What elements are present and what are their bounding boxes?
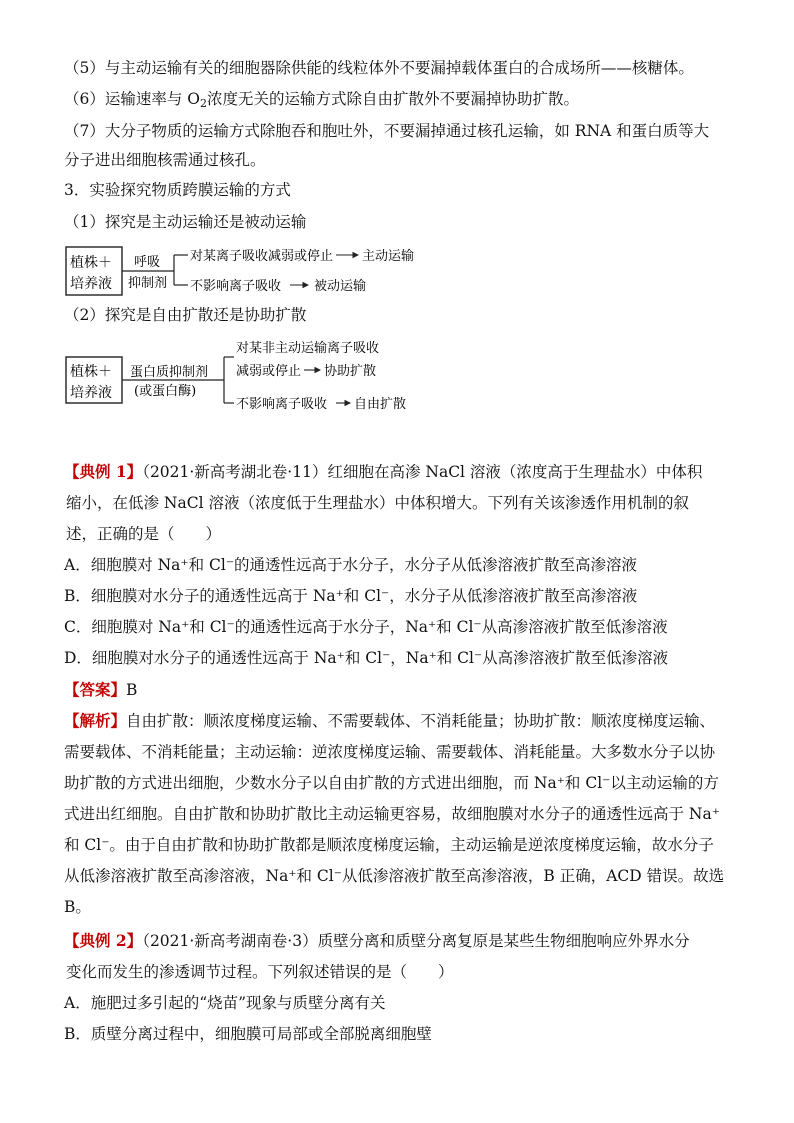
diagram1-box-line1: 植株＋ (70, 255, 112, 271)
diagram-active-vs-passive (62, 243, 442, 299)
analysis-line1 (64, 711, 715, 731)
diagram1-box-line2: 培养液 (70, 276, 112, 292)
diagram2-arrow-bottom-label: (或蛋白酶) (134, 384, 197, 399)
example2-stem-line1 (64, 931, 690, 951)
section-3-heading: 3．实验探究物质跨膜运输的方式 (64, 181, 291, 199)
example1-stem-line2: 缩小，在低渗 NaCl 溶液（浓度低于生理盐水）中体积增大。下列有关该渗透作用机制的叙 (66, 494, 689, 512)
diagram-free-vs-facilitated (62, 335, 422, 417)
analysis-line2: 需要载体、不消耗能量；主动运输：逆浓度梯度运输、需要载体、消耗能量。大多数水分子以协 (64, 743, 716, 761)
note-7-line1: （7）大分子物质的运输方式除胞吞和胞吐外，不要漏掉通过核孔运输，如 RNA 和蛋白质等大 (64, 122, 710, 140)
example1-option-c: C．细胞膜对 Na⁺和 Cl⁻的通透性远高于水分子，Na⁺和 Cl⁻从高渗溶液扩散至低渗溶液 (64, 618, 668, 636)
diagram2-branch-top-line1: 对某非主动运输离子吸收 (236, 341, 380, 356)
answer-tag: 【答案】 (64, 680, 127, 699)
answer-value: B (126, 681, 138, 699)
example1-option-b: B．细胞膜对水分子的通透性远高于 Na⁺和 Cl⁻，水分子从低渗溶液扩散至高渗溶液 (64, 587, 638, 605)
example1-tag: 【典例 1】 (64, 462, 143, 481)
diagram2-arrow-top-label: 蛋白质抑制剂 (130, 365, 209, 380)
note-6-pre: （6）运输速率与 O (64, 90, 200, 108)
note-7-line2: 分子进出细胞核需通过核孔。 (64, 151, 266, 169)
note-6 (64, 89, 579, 114)
example1-option-d: D．细胞膜对水分子的通透性远高于 Na⁺和 Cl⁻，Na⁺和 Cl⁻从高渗溶液扩散至低渗溶液 (64, 649, 669, 667)
example1-option-a: A．细胞膜对 Na⁺和 Cl⁻的通透性远高于水分子，水分子从低渗溶液扩散至高渗溶液 (64, 556, 638, 574)
example1-stem-line3: 述，正确的是（ ） (66, 525, 222, 543)
example1-stem-text: （2021·新高考湖北卷·11）红细胞在高渗 NaCl 溶液（浓度高于生理盐水）中体积 (142, 463, 703, 481)
example2-stem-text: （2021·新高考湖南卷·3）质壁分离和质壁分离复原是某些生物细胞响应外界水分 (142, 932, 690, 950)
note-6-post: 浓度无关的运输方式除自由扩散外不要漏掉协助扩散。 (207, 90, 580, 108)
diagram2-branch-top-line2: 减弱或停止 (236, 364, 302, 379)
analysis-line5: 和 Cl⁻。由于自由扩散和协助扩散都是顺浓度梯度运输，主动运输是逆浓度梯度运输，故水分子 (64, 836, 714, 854)
diagram1-arrow-bottom-label: 抑制剂 (128, 276, 168, 291)
example2-option-b: B．质壁分离过程中，细胞膜可局部或全部脱离细胞壁 (64, 1025, 432, 1043)
analysis-tag: 【解析】 (64, 711, 127, 730)
example2-tag: 【典例 2】 (64, 931, 143, 950)
diagram1-result-top: 主动运输 (362, 249, 415, 264)
diagram1-arrow-top-label: 呼吸 (134, 255, 161, 270)
example1-stem-line1 (64, 462, 702, 482)
example2-option-a: A．施肥过多引起的“烧苗”现象与质壁分离有关 (64, 994, 386, 1012)
analysis-line7: B。 (64, 898, 91, 916)
diagram1-branch-top: 对某离子吸收减弱或停止 (190, 249, 334, 264)
example1-answer (64, 680, 137, 700)
note-6-subscript: 2 (200, 97, 207, 110)
diagram1-result-bottom: 被动运输 (314, 279, 367, 294)
diagram2-box-line2: 培养液 (70, 385, 112, 401)
diagram2-result-bottom: 自由扩散 (354, 397, 407, 412)
note-5: （5）与主动运输有关的细胞器除供能的线粒体外不要漏掉载体蛋白的合成场所——核糖体。 (64, 59, 694, 77)
subsection-1-heading: （1）探究是主动运输还是被动运输 (64, 213, 307, 231)
diagram2-result-top: 协助扩散 (324, 364, 377, 379)
analysis-line4: 式进出红细胞。自由扩散和协助扩散比主动运输更容易，故细胞膜对水分子的通透性远高于 Na⁺ (64, 805, 720, 823)
analysis-text-1: 自由扩散：顺浓度梯度运输、不需要载体、不消耗能量；协助扩散：顺浓度梯度运输、 (126, 712, 716, 730)
example2-stem-line2: 变化而发生的渗透调节过程。下列叙述错误的是（ ） (66, 963, 454, 981)
diagram2-branch-bottom: 不影响离子吸收 (236, 397, 328, 412)
diagram1-branch-bottom: 不影响离子吸收 (190, 279, 282, 294)
analysis-line3: 助扩散的方式进出细胞，少数水分子以自由扩散的方式进出细胞，而 Na⁺和 Cl⁻以主动运输的方 (64, 774, 719, 792)
analysis-line6: 从低渗溶液扩散至高渗溶液，Na⁺和 Cl⁻从低渗溶液扩散至高渗溶液，B 正确，ACD 错误。故选 (64, 867, 725, 885)
diagram2-box-line1: 植株＋ (70, 364, 112, 380)
subsection-2-heading: （2）探究是自由扩散还是协助扩散 (64, 306, 307, 324)
